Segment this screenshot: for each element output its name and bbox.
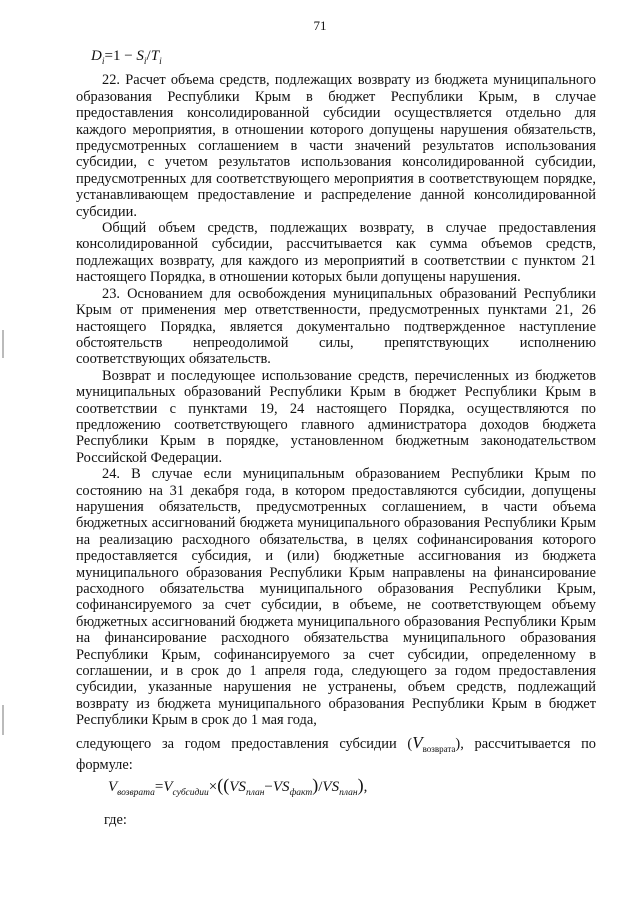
paragraph-return-usage: Возврат и последующее использование средств, перечисленных из бюджетов муниципальных образований Республики Крым в бюджет Республики Крым в соответствии с пунктами 19, 24 настоящего Порядка, осуществляются по предложению соответствующего главного администратора доходов бюджета Республики Крым в порядке, установленном бюджетным законодательством Российской Федерации. bbox=[76, 367, 596, 466]
paragraph-24: 24. В случае если муниципальным образованием Республики Крым по состоянию на 31 декабря года, в котором предоставляются субсидии, допущены нарушения обязательств, предусмотренных соглашением, в части объема бюджетных ассигнований бюджета муниципального образования Республики Крым на реализацию расходного обязательства, в целях софинансирования которого предоставляется субсидия, и (или) бюджетные ассигнования из бюджета муниципального образования Республики Крым направлены на финансирование расходного обязательства муниципального образования Республики Крым, софинансируемого за счет субсидии, в объеме, не соответствующем объему бюджетных ассигнований бюджета муниципального образования Республики Крым на финансирование расходного обязательства муниципального образования Республики Крым, софинансируемого за счет субсидии, определенному в соглашении, и в срок до 1 апреля года, следующего за годом предоставления субсидии, указанные нарушения не устранены, объем средств, подлежащий возврату из бюджета муниципального образования Республики Крым в бюджет Республики Крым в срок до 1 мая года, bbox=[76, 466, 596, 729]
paragraph-total-volume: Общий объем средств, подлежащих возврату, в случае предоставления консолидированной субсидии, рассчитывается как сумма объемов средств, подлежащих возврату, для каждого из мероприятий в соответствии с пунктом 21 настоящего Порядка, в отношении которых были допущены нарушения. bbox=[76, 220, 596, 286]
where-label: где: bbox=[104, 811, 127, 828]
scan-margin-mark bbox=[2, 330, 4, 358]
paragraph-formula-intro: следующего за годом предоставления субсидии $(V_{возврата})$, рассчитывается по формуле: bbox=[76, 732, 596, 773]
page-number: 71 bbox=[313, 18, 327, 33]
paragraph-23: 23. Основанием для освобождения муниципальных образований Республики Крым от применения мер ответственности, предусмотренных пунктами 21, 26 настоящего Порядка, является документально подтвержденное наступление обстоятельств непреодолимой силы, препятствующих исполнению соответствующих обязательств. bbox=[76, 285, 596, 368]
formula-v-return: $V_{возврата}=V_{субсидии}\times((VS_{план}-VS_{факт})/VS_{план})$, bbox=[108, 775, 368, 799]
formula-d-index: $D_i=1 - S_i/T_i$ bbox=[91, 48, 162, 67]
document-body bbox=[76, 48, 596, 828]
scan-margin-mark bbox=[2, 705, 4, 735]
paragraph-22: 22. Расчет объема средств, подлежащих возврату из бюджета муниципального образования Республики Крым в бюджет Республики Крым, в случае предоставления консолидированной субсидии осуществляется отдельно для каждого мероприятия, в отношении которого допущены нарушения обязательств, предусмотренных соглашением в части значений результатов использования субсидии, с учетом результатов использования консолидированной субсидии, предусмотренных для соответствующего мероприятия в соответствующем порядке, устанавливающем предоставление и распределение данной консолидированной субсидии. bbox=[76, 72, 596, 220]
